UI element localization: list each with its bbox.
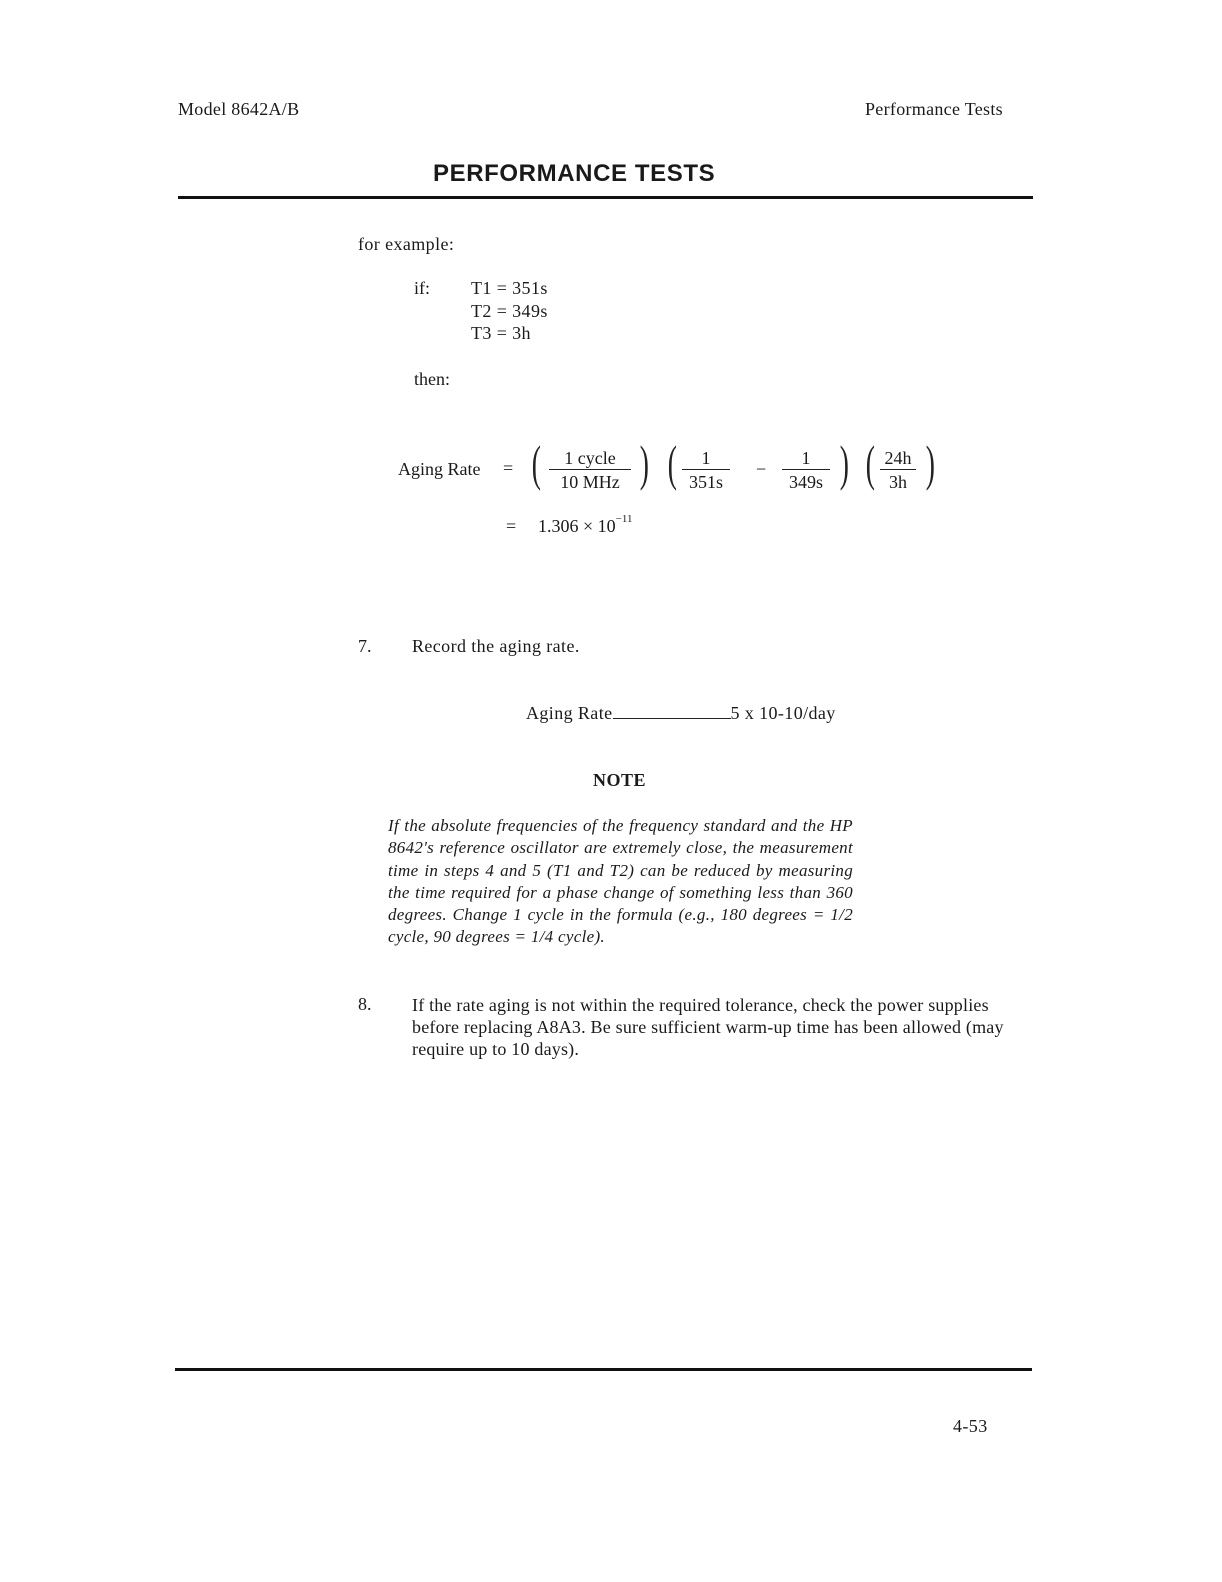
fraction-denominator: 3h	[889, 472, 907, 492]
result-value	[538, 513, 633, 537]
step-7-text: Record the aging rate.	[412, 636, 580, 656]
formula-equals: =	[503, 458, 514, 478]
fraction-cycle-frequency	[549, 448, 631, 492]
paren-open-3: (	[865, 435, 875, 491]
header-section: Performance Tests	[865, 99, 1003, 119]
condition-t3: T3 = 3h	[471, 323, 531, 343]
fraction-numerator: 1	[701, 448, 711, 468]
condition-t1: T1 = 351s	[471, 278, 548, 298]
result-mantissa: 1.306 × 10	[538, 516, 616, 536]
fraction-one-over-t2	[782, 448, 830, 492]
aging-rate-blank[interactable]	[613, 717, 731, 719]
fraction-time-scale	[880, 448, 916, 492]
fraction-numerator: 1	[801, 448, 811, 468]
note-body: If the absolute frequencies of the frequency standard and the HP 8642's reference oscillator are extremely close, the measurement time in steps 4 and 5 (T1 and T2) can be reduced by measuring the time required for a phase change of something less than 360 degrees. Change 1 cycle in the formula (e.g., 180 degrees = 1/2 cycle, 90 degrees = 1/4 cycle).	[388, 816, 853, 947]
title-rule	[178, 196, 1033, 199]
then-label: then:	[414, 369, 450, 389]
fraction-numerator: 1 cycle	[564, 448, 616, 468]
fraction-bar	[682, 469, 730, 470]
step-8-number: 8.	[358, 994, 372, 1014]
step-7-number: 7.	[358, 636, 372, 656]
if-label: if:	[414, 278, 430, 298]
header-model: Model 8642A/B	[178, 99, 300, 119]
step-8-text: If the rate aging is not within the required tolerance, check the power supplies before replacing A8A3. Be sure sufficient warm-up time has been allowed (may require up to 10 days).	[412, 995, 1004, 1059]
result-equals: =	[506, 516, 517, 536]
fraction-bar	[880, 469, 916, 470]
aging-rate-record-line	[526, 703, 836, 724]
example-intro: for example:	[358, 234, 455, 254]
aging-rate-spec: 5 x 10-10/day	[730, 703, 836, 723]
fraction-numerator: 24h	[884, 448, 912, 468]
result-exponent: −11	[615, 513, 633, 525]
condition-t2: T2 = 349s	[471, 301, 548, 321]
page-title: PERFORMANCE TESTS	[433, 160, 716, 187]
page-number: 4-53	[953, 1416, 988, 1436]
fraction-denominator: 349s	[788, 472, 823, 492]
paren-open-1: (	[531, 435, 541, 491]
formula-minus: −	[756, 459, 767, 479]
fraction-one-over-t1	[682, 448, 730, 492]
paren-close-2: )	[839, 435, 849, 491]
note-heading: NOTE	[593, 770, 647, 790]
paren-close-1: )	[639, 435, 649, 491]
formula-lhs: Aging Rate	[398, 459, 481, 479]
aging-rate-label: Aging Rate	[526, 703, 613, 723]
fraction-denominator: 351s	[688, 472, 723, 492]
paren-close-3: )	[925, 435, 935, 491]
paren-open-2: (	[667, 435, 677, 491]
fraction-bar	[782, 469, 830, 470]
fraction-bar	[549, 469, 631, 470]
footer-rule	[175, 1368, 1032, 1371]
fraction-denominator: 10 MHz	[560, 472, 620, 492]
